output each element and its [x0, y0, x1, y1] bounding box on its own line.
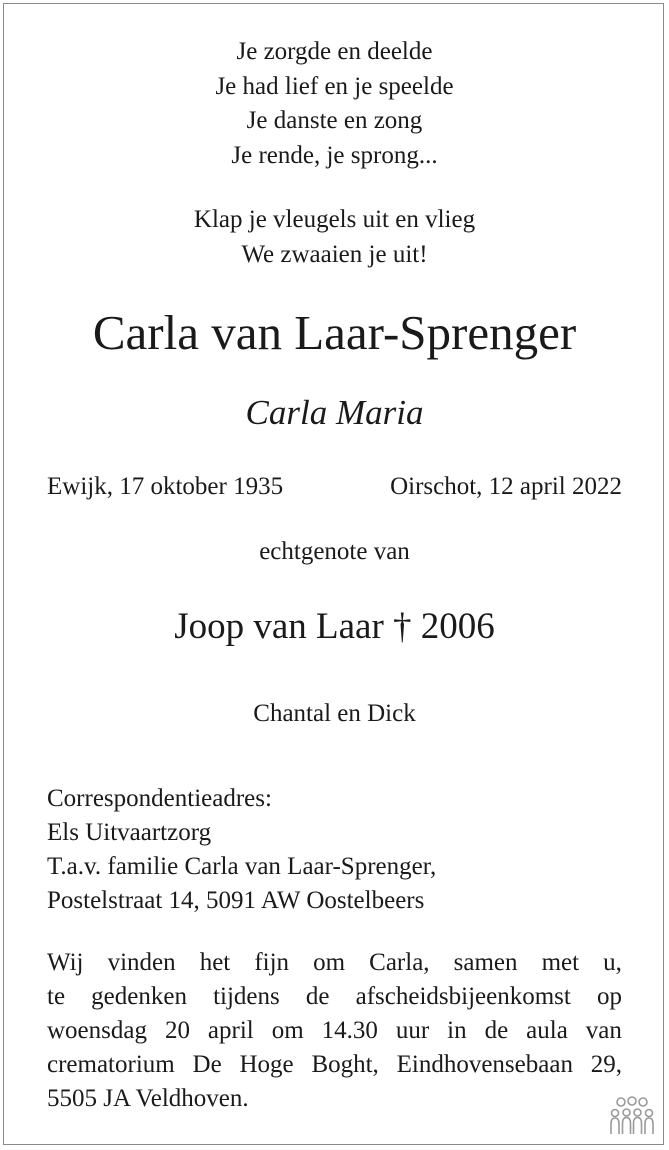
poem-line: Je danste en zong — [246, 107, 423, 134]
message-word: 14.30 — [321, 1017, 378, 1044]
address-line: Els Uitvaartzorg — [47, 819, 212, 846]
message-word: april — [207, 1017, 254, 1044]
message-word: te — [47, 983, 66, 1010]
address-label: Correspondentieadres: — [47, 785, 272, 812]
poem-line: Klap je vleugels uit en vlieg — [193, 206, 476, 233]
message-word: op — [596, 983, 622, 1010]
deceased-given-names: Carla Maria — [245, 393, 424, 432]
message-word: uur — [395, 1017, 430, 1044]
relation-text: echtgenote van — [259, 538, 410, 565]
poem-line: Je had lief en je speelde — [215, 72, 454, 100]
message-word: tijdens — [213, 983, 280, 1010]
message-word: met — [541, 949, 580, 976]
message-word: 20 — [164, 1017, 190, 1044]
message-word: om — [271, 1017, 304, 1044]
message-word: afscheidsbijeenkomst — [355, 983, 571, 1010]
message-word: De — [192, 1051, 222, 1078]
message-word: 29, — [590, 1051, 622, 1078]
message-word: woensdag — [47, 1017, 147, 1044]
birth-place-date: Ewijk, 17 oktober 1935 — [47, 473, 284, 500]
message-word: u, — [603, 949, 622, 976]
message-word: de — [305, 983, 330, 1010]
message-word: in — [447, 1017, 467, 1044]
message-word: de — [484, 1017, 509, 1044]
message-word: crematorium — [47, 1051, 175, 1078]
poem-stanza-1 — [0, 35, 669, 173]
poem-line: Je zorgde en deelde — [236, 38, 433, 65]
spouse-name: Joop van Laar † 2006 — [174, 606, 495, 647]
message-word: Carla, — [369, 949, 430, 976]
message-word: vinden — [107, 949, 176, 976]
message-line — [47, 1014, 622, 1048]
message-word: Hoge — [239, 1051, 294, 1078]
poem-stanza-2 — [0, 203, 669, 272]
message-line — [47, 980, 622, 1014]
message-line — [47, 1048, 622, 1082]
message-word: Boght, — [311, 1051, 379, 1078]
message-word: het — [199, 949, 231, 976]
poem-line: Je rende, je sprong... — [231, 141, 438, 169]
correspondence-address — [47, 782, 436, 918]
message-word: samen — [453, 949, 518, 976]
message-word: aula — [526, 1017, 568, 1044]
farewell-message — [47, 946, 622, 1116]
message-word: Eindhovensebaan — [396, 1051, 573, 1078]
address-line: T.a.v. familie Carla van Laar-Sprenger, — [47, 853, 437, 880]
message-word: van — [585, 1017, 622, 1044]
message-word: om — [313, 949, 346, 976]
message-word: fijn — [254, 949, 290, 976]
poem-line: We zwaaien je uit! — [241, 240, 428, 268]
children-names: Chantal en Dick — [253, 700, 416, 727]
death-place-date: Oirschot, 12 april 2022 — [390, 473, 622, 500]
address-line: Postelstraat 14, 5091 AW Oostelbeers — [47, 887, 425, 914]
message-word: gedenken — [91, 983, 187, 1010]
message-word: Wij — [47, 949, 84, 976]
message-line: 5505 JA Veldhoven. — [47, 1085, 249, 1112]
message-line — [47, 946, 622, 980]
family-group-icon — [608, 1096, 656, 1136]
deceased-name: Carla van Laar-Sprenger — [92, 305, 577, 360]
